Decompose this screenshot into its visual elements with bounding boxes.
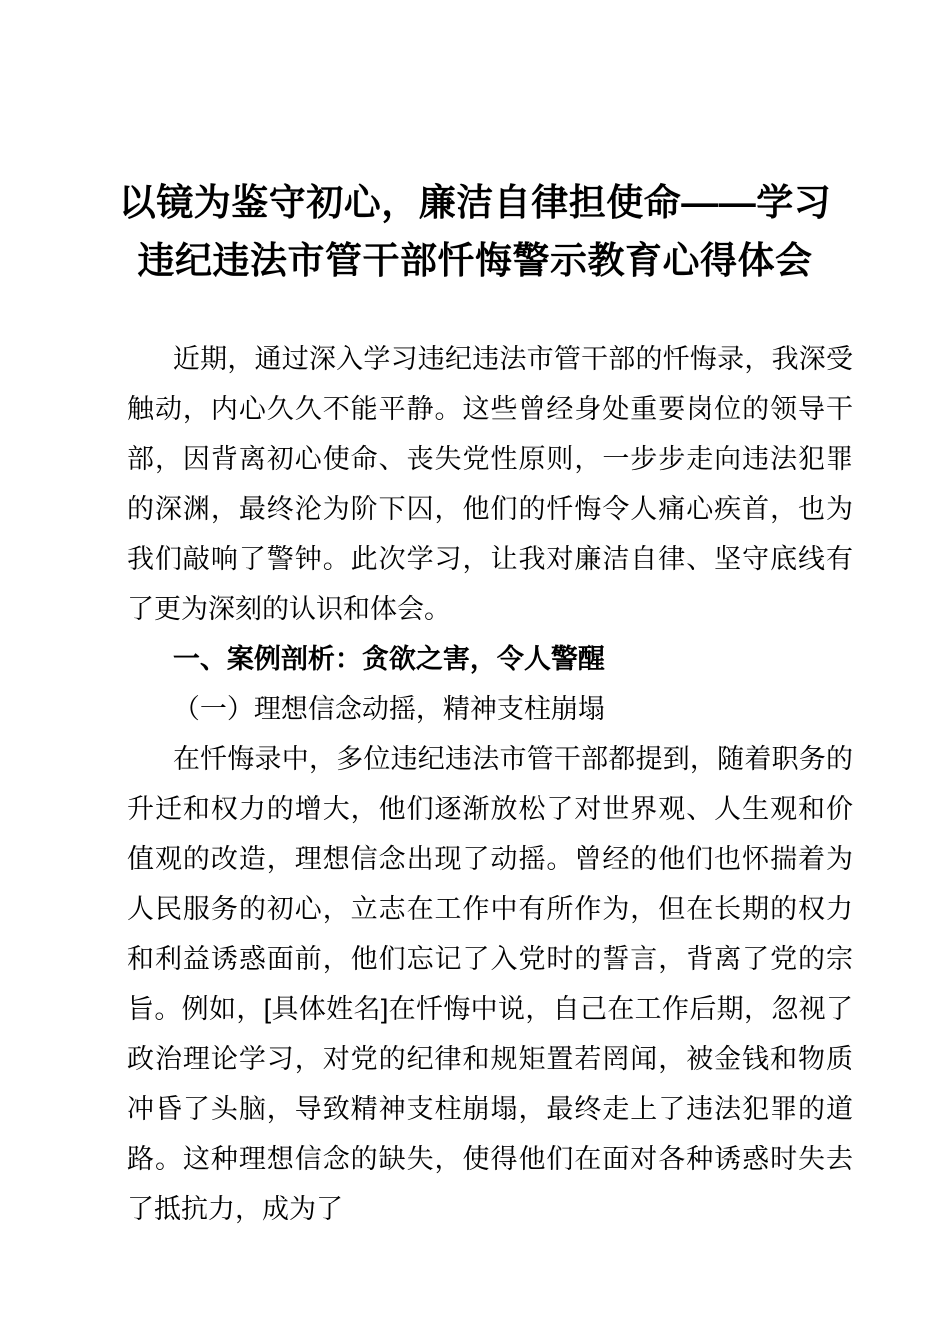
subsection-heading: （一）理想信念动摇，精神支柱崩塌 — [172, 694, 605, 724]
document-title: 以镜为鉴守初心，廉洁自律担使命——学习违纪违法市管干部忏悔警示教育心得体会 — [118, 182, 832, 281]
body-paragraph-case-analysis: 在忏悔录中，多位违纪违法市管干部都提到，随着职务的升迁和权力的增大，他们逐渐放松了对世界观、人生观和价值观的改造，理想信念出现了动摇。曾经的他们也怀揣着为人民服务的初心，立志在工作中有所作为，但在长期的权力和利益诱惑面前，他们忘记了入党时的誓言，背离了党的宗旨。例如，[具体姓名]在忏悔中说，自己在工作后期，忽视了政治理论学习，对党的纪律和规矩置若罔闻，被金钱和物质冲昏了头脑，导致精神支柱崩塌，最终走上了违法犯罪的道路。这种理想信念的缺失，使得他们在面对各种诱惑时失去了抵抗力，成为了 — [127, 744, 853, 1224]
section-heading: 一、案例剖析：贪欲之害，令人警醒 — [172, 644, 605, 674]
body-paragraph-intro: 近期，通过深入学习违纪违法市管干部的忏悔录，我深受触动，内心久久不能平静。这些曾经身处重要岗位的领导干部，因背离初心使命、丧失党性原则，一步步走向违法犯罪的深渊，最终沦为阶下囚，他们的忏悔令人痛心疾首，也为我们敲响了警钟。此次学习，让我对廉洁自律、坚守底线有了更为深刻的认识和体会。 — [127, 344, 853, 624]
document-body — [0, 334, 950, 1234]
